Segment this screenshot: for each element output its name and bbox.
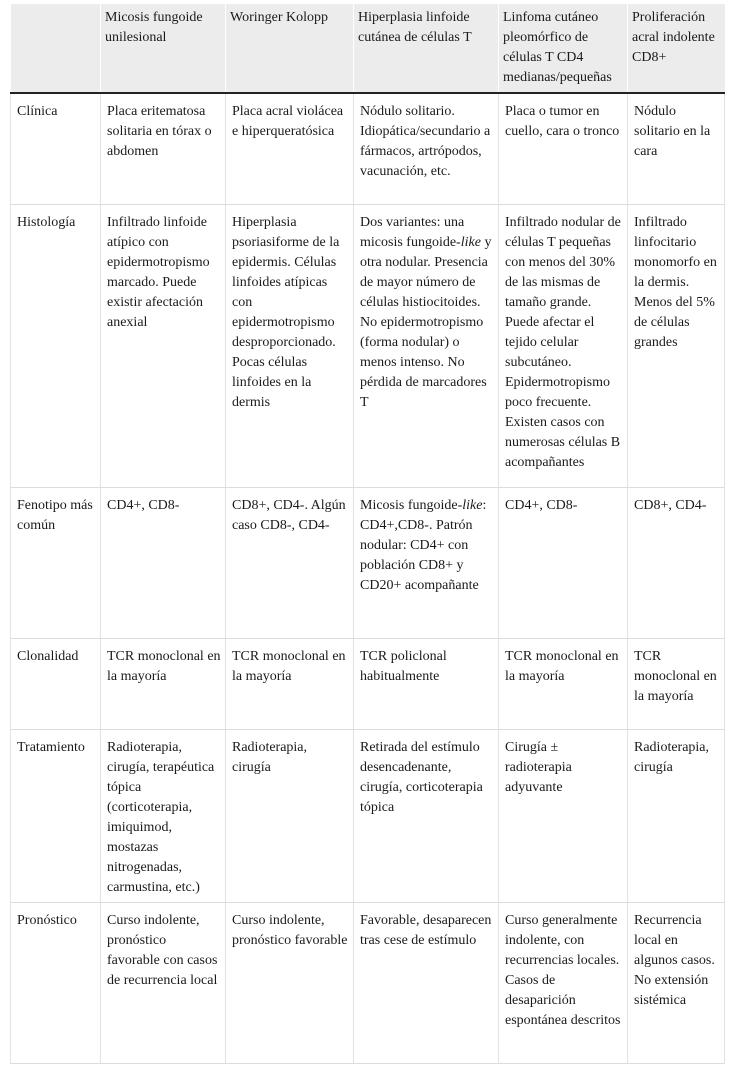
table-cell [354,488,499,639]
table-cell: Radioterapia, cirugía, terapéutica tópica (corticoterapia, imiquimod, mostazas nitrogenadas, carmustina, etc.) [101,730,226,903]
table-cell: TCR monoclonal en la mayoría [226,639,354,730]
table-cell: Infiltrado linfocitario monomorfo en la dermis. Menos del 5% de células grandes [628,205,725,488]
table-row-pronostico [11,903,725,1064]
table-cell: Placa o tumor en cuello, cara o tronco [499,93,628,205]
header-row [11,4,725,93]
cell-text: y otra nodular. Presencia de mayor número de células histiocitoides. No epidermotropismo (forma nodular) o menos intenso. No pérdida de marcadores T [360,235,492,410]
table-cell: Hiperplasia psoriasiforme de la epidermis. Células linfoides atípicas con epidermotropismo desproporcionado. Pocas células linfoides en la dermis [226,205,354,488]
cell-text: Micosis fungoide- [360,498,463,513]
row-label: Pronóstico [11,903,101,1064]
table-cell: Curso indolente, pronóstico favorable [226,903,354,1064]
row-label: Clínica [11,93,101,205]
table-row-clinica [11,93,725,205]
table-cell: TCR monoclonal en la mayoría [101,639,226,730]
table-cell: CD8+, CD4- [628,488,725,639]
header-hiperplasia-linfoide: Hiperplasia linfoide cutánea de células T [354,4,499,93]
header-woringer-kolopp: Woringer Kolopp [226,4,354,93]
table-header [11,4,725,93]
table-cell: TCR monoclonal en la mayoría [499,639,628,730]
row-label: Clonalidad [11,639,101,730]
table-cell: Nódulo solitario. Idiopática/secundario a fármacos, artrópodos, vacunación, etc. [354,93,499,205]
table-cell: Favorable, desaparecen tras cese de estímulo [354,903,499,1064]
table-row-clonalidad [11,639,725,730]
table-cell: Cirugía ± radioterapia adyuvante [499,730,628,903]
table-cell: Infiltrado nodular de células T pequeñas con menos del 30% de las mismas de tamaño grande. Puede afectar el tejido celular subcutáneo. Epidermotropismo poco frecuente. Existen casos con numerosas células B acompañantes [499,205,628,488]
table-cell: CD4+, CD8- [101,488,226,639]
comparison-table [10,4,725,1064]
row-label: Fenotipo más común [11,488,101,639]
header-micosis-fungoide-unilesional: Micosis fungoide unilesional [101,4,226,93]
table-cell: TCR monoclonal en la mayoría [628,639,725,730]
table-cell: Recurrencia local en algunos casos. No extensión sistémica [628,903,725,1064]
row-label: Tratamiento [11,730,101,903]
row-label: Histología [11,205,101,488]
table-cell: Radioterapia, cirugía [226,730,354,903]
header-empty [11,4,101,93]
table-cell: Infiltrado linfoide atípico con epidermotropismo marcado. Puede existir afectación anexial [101,205,226,488]
table-cell: Retirada del estímulo desencadenante, cirugía, corticoterapia tópica [354,730,499,903]
table-cell: Placa eritematosa solitaria en tórax o abdomen [101,93,226,205]
header-proliferacion-acral: Proliferación acral indolente CD8+ [628,4,725,93]
table-cell: CD4+, CD8- [499,488,628,639]
table-row-tratamiento [11,730,725,903]
table-cell: Placa acral violácea e hiperqueratósica [226,93,354,205]
cell-italic-text: like [462,498,483,513]
table-cell: Curso generalmente indolente, con recurrencias locales. Casos de desaparición espontánea descritos [499,903,628,1064]
cell-italic-text: like [460,235,481,250]
table-cell: Curso indolente, pronóstico favorable con casos de recurrencia local [101,903,226,1064]
cell-text: : CD4+,CD8-. Patrón nodular: CD4+ con población CD8+ y CD20+ acompañante [360,498,487,593]
table-cell: Nódulo solitario en la cara [628,93,725,205]
table-cell: Radioterapia, cirugía [628,730,725,903]
header-linfoma-pleomorfico: Linfoma cutáneo pleomórfico de células T CD4 medianas/pequeñas [499,4,628,93]
table-body [11,93,725,1064]
table-row-fenotipo [11,488,725,639]
table-cell: TCR policlonal habitualmente [354,639,499,730]
table-cell [354,205,499,488]
table-row-histologia [11,205,725,488]
table-cell: CD8+, CD4-. Algún caso CD8-, CD4- [226,488,354,639]
cell-text: Dos variantes: una micosis fungoide- [360,215,465,250]
